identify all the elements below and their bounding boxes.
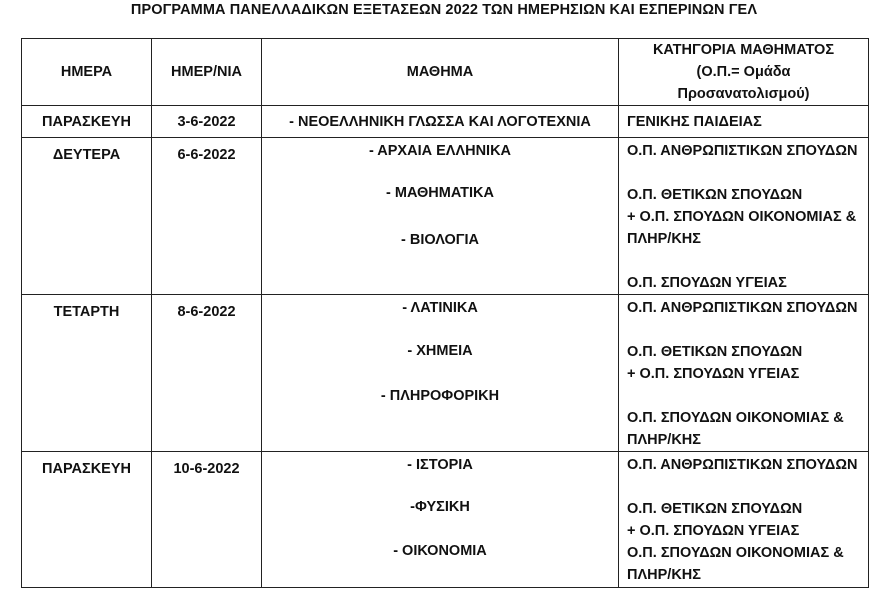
day-cell [22, 452, 152, 588]
subject-cell: - ΝΕΟΕΛΛΗΝΙΚΗ ΓΛΩΣΣΑ ΚΑΙ ΛΟΓΟΤΕΧΝΙΑ [262, 106, 619, 138]
day-cell [22, 295, 152, 452]
date-text: 8-6-2022 [177, 304, 236, 320]
header-category [619, 39, 869, 106]
header-date: ΗΜΕΡ/ΝΙΑ [152, 39, 262, 106]
header-day: ΗΜΕΡΑ [22, 39, 152, 106]
category-line: Ο.Π. ΘΕΤΙΚΩΝ ΣΠΟΥΔΩΝ [627, 501, 803, 517]
day-cell: ΠΑΡΑΣΚΕΥΗ [22, 106, 152, 138]
subject-item: - ΒΙΟΛΟΓΙΑ [400, 232, 480, 248]
day-cell [22, 138, 152, 295]
day-text: ΔΕΥΤΕΡΑ [52, 147, 121, 163]
header-subject: ΜΑΘΗΜΑ [262, 39, 619, 106]
table-row [22, 106, 869, 138]
category-line: Ο.Π. ΘΕΤΙΚΩΝ ΣΠΟΥΔΩΝ [627, 344, 803, 360]
date-cell [152, 138, 262, 295]
day-text: ΠΑΡΑΣΚΕΥΗ [42, 461, 131, 477]
category-line: Ο.Π. ΣΠΟΥΔΩΝ ΥΓΕΙΑΣ [627, 275, 787, 291]
table-row [22, 452, 869, 588]
category-line: + Ο.Π. ΣΠΟΥΔΩΝ ΥΓΕΙΑΣ [627, 523, 800, 539]
subject-item: - ΠΛΗΡΟΦΟΡΙΚΗ [380, 388, 500, 404]
category-line: Ο.Π. ΘΕΤΙΚΩΝ ΣΠΟΥΔΩΝ [627, 187, 803, 203]
subject-item: - ΑΡΧΑΙΑ ΕΛΛΗΝΙΚΑ [368, 143, 512, 159]
category-line: + Ο.Π. ΣΠΟΥΔΩΝ ΥΓΕΙΑΣ [627, 366, 800, 382]
category-cell [619, 138, 869, 295]
category-line [627, 162, 868, 184]
category-line: Ο.Π. ΣΠΟΥΔΩΝ ΟΙΚΟΝΟΜΙΑΣ & [627, 545, 844, 561]
exam-schedule-table [21, 38, 869, 588]
date-text: 6-6-2022 [177, 147, 236, 163]
table-row [22, 295, 869, 452]
subject-item: - ΟΙΚΟΝΟΜΙΑ [393, 543, 487, 559]
category-cell: ΓΕΝΙΚΗΣ ΠΑΙΔΕΙΑΣ [619, 106, 869, 138]
subject-item: - ΧΗΜΕΙΑ [407, 343, 473, 359]
category-line [627, 319, 868, 341]
category-line [627, 250, 868, 272]
header-category-line: ΚΑΤΗΓΟΡΙΑ ΜΑΘΗΜΑΤΟΣ [652, 42, 835, 58]
category-line [627, 476, 868, 498]
header-category-line: Προσανατολισμού) [677, 86, 810, 102]
category-line: ΠΛΗΡ/ΚΗΣ [627, 432, 701, 448]
subject-item: - ΜΑΘΗΜΑΤΙΚΑ [386, 185, 494, 201]
document-title: ΠΡΟΓΡΑΜΜΑ ΠΑΝΕΛΛΑΔΙΚΩΝ ΕΞΕΤΑΣΕΩΝ 2022 ΤΩΝ ΗΜΕΡΗΣΙΩΝ ΚΑΙ ΕΣΠΕΡΙΝΩΝ ΓΕΛ [130, 2, 758, 18]
date-cell: 3-6-2022 [152, 106, 262, 138]
category-line: + Ο.Π. ΣΠΟΥΔΩΝ ΟΙΚΟΝΟΜΙΑΣ & [627, 209, 857, 225]
header-row [22, 39, 869, 106]
category-line: Ο.Π. ΑΝΘΡΩΠΙΣΤΙΚΩΝ ΣΠΟΥΔΩΝ [627, 143, 858, 159]
header-category-line: (Ο.Π.= Ομάδα [696, 64, 791, 80]
table-row [22, 138, 869, 295]
category-cell [619, 295, 869, 452]
subject-item: -ΦΥΣΙΚΗ [410, 499, 470, 515]
subject-cell [262, 295, 619, 452]
category-line: Ο.Π. ΑΝΘΡΩΠΙΣΤΙΚΩΝ ΣΠΟΥΔΩΝ [627, 457, 858, 473]
date-text: 10-6-2022 [173, 461, 240, 477]
subject-cell [262, 452, 619, 588]
date-cell [152, 452, 262, 588]
day-text: ΤΕΤΑΡΤΗ [53, 304, 120, 320]
category-line: Ο.Π. ΑΝΘΡΩΠΙΣΤΙΚΩΝ ΣΠΟΥΔΩΝ [627, 300, 858, 316]
subject-item: - ΙΣΤΟΡΙΑ [407, 457, 473, 473]
category-line: Ο.Π. ΣΠΟΥΔΩΝ ΟΙΚΟΝΟΜΙΑΣ & [627, 410, 844, 426]
subject-cell [262, 138, 619, 295]
category-line: ΠΛΗΡ/ΚΗΣ [627, 231, 701, 247]
date-cell [152, 295, 262, 452]
category-line [627, 385, 868, 407]
subject-item: - ΛΑΤΙΝΙΚΑ [402, 300, 478, 316]
category-line: ΠΛΗΡ/ΚΗΣ [627, 567, 701, 583]
category-cell [619, 452, 869, 588]
